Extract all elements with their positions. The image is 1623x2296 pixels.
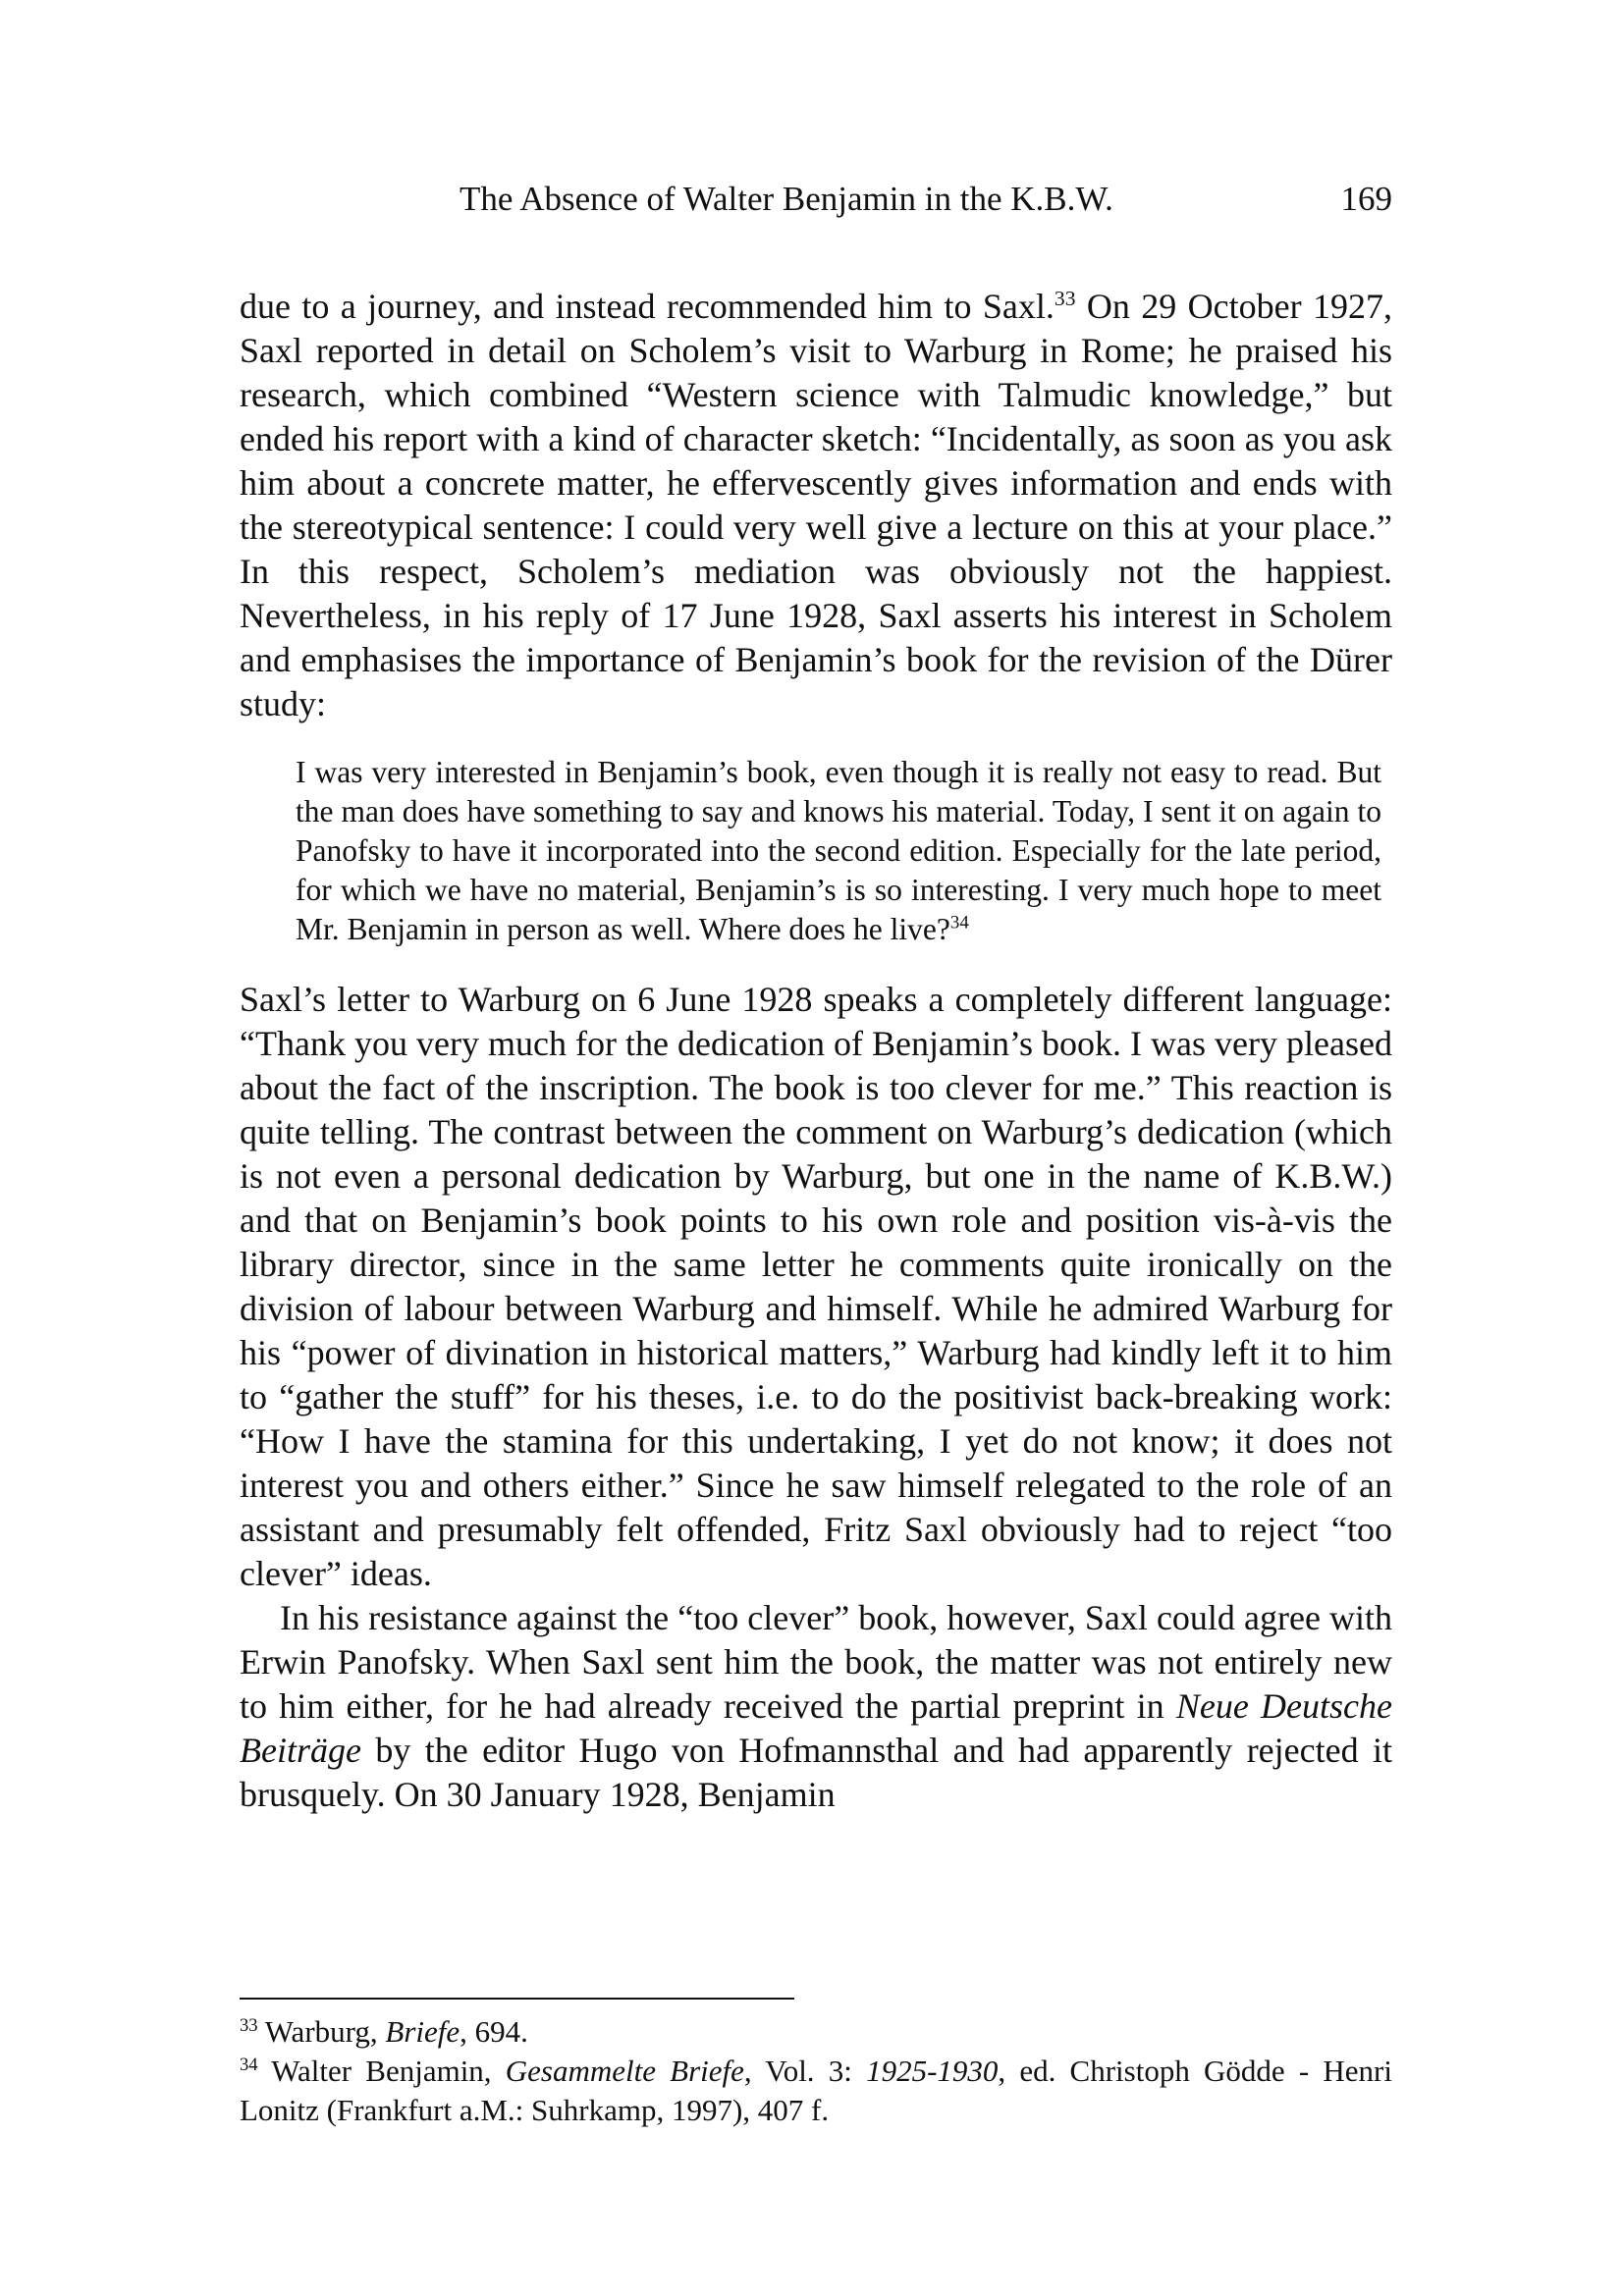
paragraph [240,1596,1392,1817]
paragraph-text: Saxl’s letter to Warburg on 6 June 1928 speaks a completely different language: “Thank you very much for the dedication of Benjamin’s book. I was very pleased about the fact of the inscription. The book is too clever for me.” This reaction is quite telling. The contrast between the comment on Warburg’s dedication (which is not even a personal dedication by Warburg, but one in the name of K.B.W.) and that on Benjamin’s book points to his own role and position vis-à-vis the library director, since in the same letter he comments quite ironically on the division of labour between Warburg and himself. While he admired Warburg for his “power of divination in historical matters,” Warburg had kindly left it to him to “gather the stuff” for his theses, i.e. to do the positivist back-breaking work: “How I have the stamina for this undertaking, I yet do not know; it does not interest you and others either.” Since he saw himself relegated to the role of an assistant and presumably felt offended, Fritz Saxl obviously had to reject “too clever” ideas. [240,980,1392,1593]
main-text [240,285,1392,1817]
paragraph-text: due to a journey, and instead recommended him to Saxl. [240,287,1055,326]
paragraph-text: by the editor Hugo von Hofmannsthal and had apparently rejected it brusquely. On 30 January 1928, Benjamin [240,1731,1392,1814]
paragraph-text: On 29 October 1927, Saxl reported in detail on Scholem’s visit to Warburg in Rome; he praised his research, which combined “Western science with Talmudic knowledge,” but ended his report with a kind of character sketch: “Incidentally, as soon as you ask him about a concrete matter, he effervescently gives information and ends with the stereotypical sentence: I could very well give a lecture on this at your place.” In this respect, Scholem’s mediation was obviously not the happiest. Nevertheless, in his reply of 17 June 1928, Saxl asserts his interest in Scholem and emphasises the importance of Benjamin’s book for the revision of the Dürer study: [240,287,1392,723]
block-quote [296,753,1381,949]
footnote-divider [240,1998,794,2000]
paragraph-text: In his resistance against the “too clever” book, however, Saxl could agree with Erwin Panofsky. When Saxl sent him the book, the matter was not entirely new to him either, for he had already received the partial preprint in [240,1598,1392,1726]
book-title: Briefe [385,2014,460,2049]
book-title: Gesammelte Briefe [505,2054,744,2088]
footnote-text: , Vol. 3: [743,2054,867,2088]
running-header [240,175,1392,224]
footnote [240,2012,1392,2052]
footnote [240,2052,1392,2130]
footnote-marker: 33 [1054,287,1076,311]
footnote-marker: 34 [949,912,969,934]
footnote-number: 33 [240,2014,258,2036]
block-quote-text: I was very interested in Benjamin’s book, even though it is really not easy to read. But the man does have something to say and knows his material. Today, I sent it on again to Panofsky to have it incorporated into the second edition. Especially for the late period, for which we have no material, Benjamin’s is so interesting. I very much hope to meet Mr. Benjamin in person as well. Where does he live? [296,755,1381,946]
footnotes [240,2012,1392,2130]
footnote-text: , 694. [460,2014,528,2049]
footnote-number: 34 [240,2054,258,2075]
paragraph [240,978,1392,1596]
footnote-text: , ed. Christoph Gödde - Henri Lonitz (Frankfurt a.M.: Suhrkamp, 1997), 407 f. [240,2054,1392,2127]
footnote-text: Warburg, [257,2014,386,2049]
page-number: 169 [1340,180,1392,218]
paragraph [240,285,1392,726]
volume-years: 1925-1930 [866,2054,999,2088]
footnote-text: Walter Benjamin, [257,2054,506,2088]
journal-title: Neue Deutsche Beiträge [240,1686,1392,1770]
running-title: The Absence of Walter Benjamin in the K.B.W. [460,180,1113,218]
